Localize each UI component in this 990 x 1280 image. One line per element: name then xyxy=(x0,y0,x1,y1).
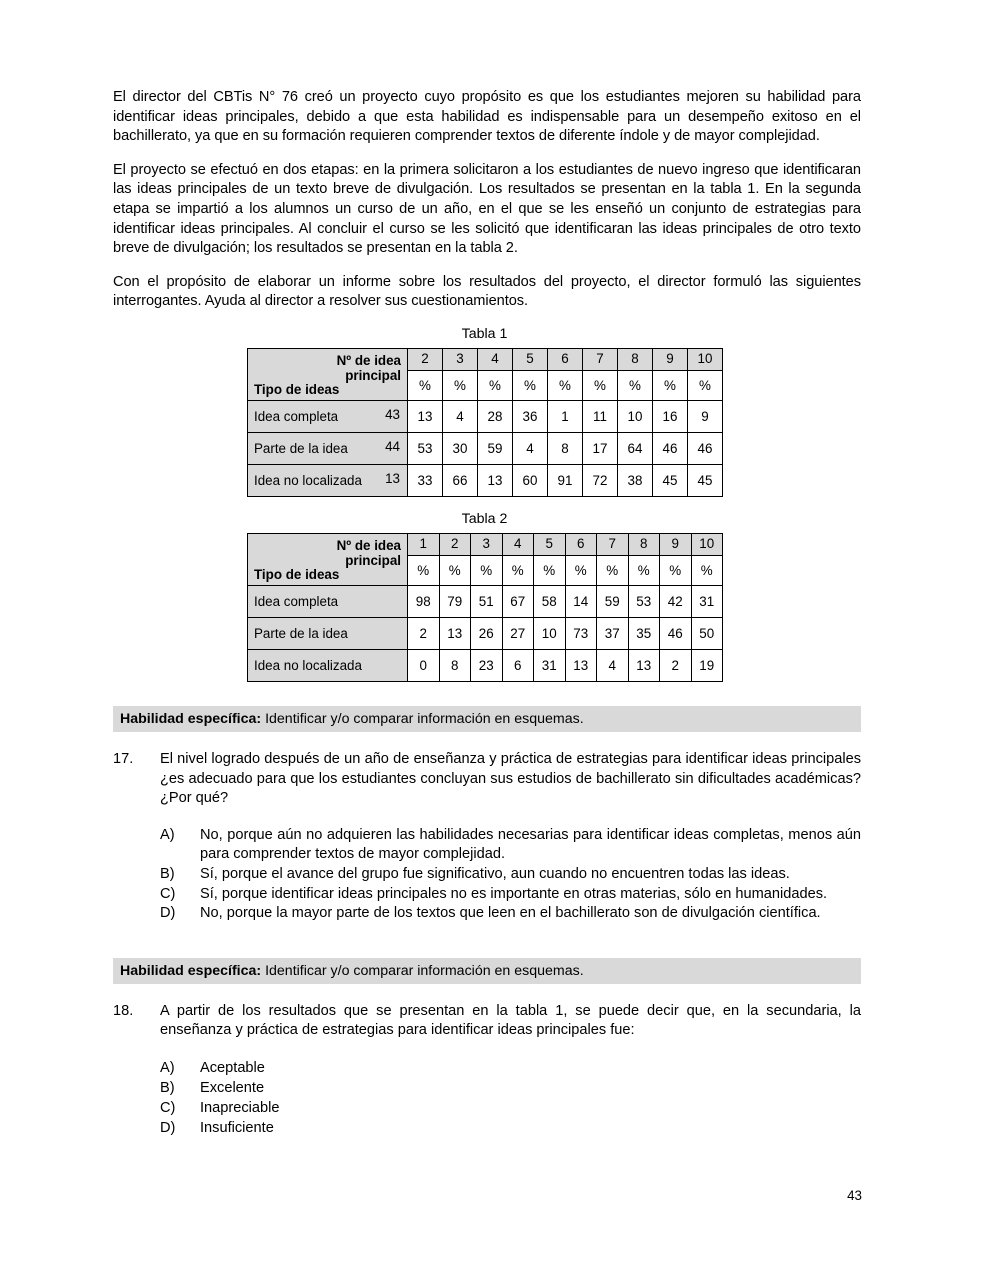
tabla-1-caption: Tabla 1 xyxy=(461,325,508,342)
tabla-2-col-head-7: 7 xyxy=(597,533,629,555)
tabla-2-col-head-3: 3 xyxy=(471,533,503,555)
table-row xyxy=(248,585,723,617)
row-label-text: Idea completa xyxy=(254,408,339,424)
tabla-1-r1-c10: 9 xyxy=(688,400,723,432)
option-18-a[interactable] xyxy=(160,1058,861,1078)
option-letter: B) xyxy=(160,1079,175,1096)
row-label-text: Parte de la idea xyxy=(254,440,348,456)
habilidad-label-2: Habilidad específica: xyxy=(120,962,262,979)
tabla-2-r2-c8: 35 xyxy=(628,617,660,649)
tabla-1-r2-c3: 30 xyxy=(443,432,478,464)
tabla-2-header-row-numbers xyxy=(248,533,723,555)
table-row xyxy=(248,400,723,432)
tabla-2-unit-9: % xyxy=(660,555,692,585)
tabla-1-r2-c5: 4 xyxy=(513,432,548,464)
tabla-2-r3-c10: 19 xyxy=(691,649,723,681)
tabla-2-col-head-4: 4 xyxy=(502,533,534,555)
tabla-1-r3-c2: 33 xyxy=(408,464,443,496)
tabla-1-r1-c2: 13 xyxy=(408,400,443,432)
tabla-2-unit-4: % xyxy=(502,555,534,585)
tabla-1-unit-9: % xyxy=(653,370,688,400)
tabla-2-caption: Tabla 2 xyxy=(461,510,508,527)
tabla-2-unit-7: % xyxy=(597,555,629,585)
option-17-b[interactable] xyxy=(160,865,861,885)
tabla-2-unit-10: % xyxy=(691,555,723,585)
tabla-2-r1-c10: 31 xyxy=(691,585,723,617)
intro-paragraph-2: El proyecto se efectuó en dos etapas: en la primera solicitaron a los estudiantes de nuevo ingreso que identificaran las ideas principales de un texto breve de divulgación. Los resultados se presentan en la tabla 1. En la segunda etapa se impartió a los alumnos un curso de un año, en el que se les enseñó un conjunto de estrategias para identificar ideas principales. Al concluir el curso se les solicitó que identificaran las ideas principales de otro texto breve de divulgación; los resultados se presentan en la tabla 2. xyxy=(113,161,861,257)
page-content xyxy=(113,88,861,1138)
tabla-1-col-head-7: 7 xyxy=(583,348,618,370)
tabla-1-r3-c3: 66 xyxy=(443,464,478,496)
habilidad-especifica-banner-2 xyxy=(113,958,861,984)
tabla-1-corner-cell xyxy=(248,348,408,400)
tabla-1-row-label-2 xyxy=(248,432,408,464)
tabla-2-col-head-10: 10 xyxy=(691,533,723,555)
question-18-text: A partir de los resultados que se presentan en la tabla 1, se puede decir que, en la secundaria, la enseñanza y práctica de estrategias para identificar ideas principales fue: xyxy=(160,1002,861,1039)
tabla-1-head xyxy=(248,348,723,400)
tabla-2-r2-c5: 10 xyxy=(534,617,566,649)
tabla-2-unit-6: % xyxy=(565,555,597,585)
tabla-2 xyxy=(247,533,723,682)
tabla-1-r2-c6: 8 xyxy=(548,432,583,464)
tabla-2-r3-c4: 6 xyxy=(502,649,534,681)
tabla-1-unit-10: % xyxy=(688,370,723,400)
tabla-1-col-head-2: 2 xyxy=(408,348,443,370)
question-18-options xyxy=(160,1058,861,1138)
option-18-d[interactable] xyxy=(160,1118,861,1138)
option-17-c[interactable] xyxy=(160,885,861,905)
option-text: No, porque aún no adquieren las habilidades necesarias para identificar ideas completas, menos aún para comprender textos de mayor complejidad. xyxy=(200,826,861,863)
tabla-1-r3-c1: 13 xyxy=(385,470,400,486)
tabla-2-r1-c5: 58 xyxy=(534,585,566,617)
table-row xyxy=(248,432,723,464)
question-17-options xyxy=(160,826,861,924)
option-17-d[interactable] xyxy=(160,904,861,924)
habilidad-especifica-banner-1 xyxy=(113,706,861,732)
tabla-1-block xyxy=(113,325,861,497)
tabla-1-header-row-numbers xyxy=(248,348,723,370)
option-text: Aceptable xyxy=(200,1059,265,1076)
tabla-1-unit-5: % xyxy=(513,370,548,400)
tabla-2-r3-c3: 23 xyxy=(471,649,503,681)
tabla-1-r3-c9: 45 xyxy=(653,464,688,496)
tabla-1-r1-c8: 10 xyxy=(618,400,653,432)
option-text: Insuficiente xyxy=(200,1119,274,1136)
tabla-1-col-head-5: 5 xyxy=(513,348,548,370)
tabla-2-r3-c7: 4 xyxy=(597,649,629,681)
tabla-2-r3-c6: 13 xyxy=(565,649,597,681)
corner-line-2: principal xyxy=(345,552,401,568)
tabla-2-r3-c9: 2 xyxy=(660,649,692,681)
tabla-2-corner-cell xyxy=(248,533,408,585)
tabla-2-r3-c5: 31 xyxy=(534,649,566,681)
option-17-a[interactable] xyxy=(160,826,861,865)
tabla-2-col-head-6: 6 xyxy=(565,533,597,555)
tabla-1-col-head-6: 6 xyxy=(548,348,583,370)
tabla-2-r1-c7: 59 xyxy=(597,585,629,617)
tabla-1-col-head-8: 8 xyxy=(618,348,653,370)
tabla-2-col-head-2: 2 xyxy=(439,533,471,555)
tabla-1-r2-c4: 59 xyxy=(478,432,513,464)
tabla-2-col-head-9: 9 xyxy=(660,533,692,555)
option-text: Excelente xyxy=(200,1079,265,1096)
tabla-2-col-head-8: 8 xyxy=(628,533,660,555)
tabla-1-unit-2: % xyxy=(408,370,443,400)
tabla-1 xyxy=(247,348,723,497)
tabla-1-col-head-10: 10 xyxy=(688,348,723,370)
option-letter: D) xyxy=(160,1119,176,1136)
corner-line-1: Nº de idea xyxy=(336,537,401,553)
tabla-2-r2-c6: 73 xyxy=(565,617,597,649)
tabla-2-r1-c6: 14 xyxy=(565,585,597,617)
tabla-1-r3-c5: 60 xyxy=(513,464,548,496)
tabla-1-r1-c6: 1 xyxy=(548,400,583,432)
tabla-2-col-head-5: 5 xyxy=(534,533,566,555)
tabla-1-unit-6: % xyxy=(548,370,583,400)
option-letter: C) xyxy=(160,1099,176,1116)
tabla-1-unit-4: % xyxy=(478,370,513,400)
tabla-1-r3-c7: 72 xyxy=(583,464,618,496)
tabla-2-block xyxy=(113,510,861,682)
tabla-2-r1-c1: 98 xyxy=(408,585,440,617)
tabla-1-unit-3: % xyxy=(443,370,478,400)
table-row xyxy=(248,649,723,681)
tabla-1-r2-c2: 53 xyxy=(408,432,443,464)
option-text: No, porque la mayor parte de los textos que leen en el bachillerato son de divulgación científica. xyxy=(200,905,821,922)
tabla-1-r3-c6: 91 xyxy=(548,464,583,496)
option-18-b[interactable] xyxy=(160,1078,861,1098)
tabla-1-r3-c4: 13 xyxy=(478,464,513,496)
tabla-2-row-label-2: Parte de la idea xyxy=(248,617,408,649)
tabla-1-col-head-4: 4 xyxy=(478,348,513,370)
table-row xyxy=(248,464,723,496)
tabla-2-r2-c3: 26 xyxy=(471,617,503,649)
tabla-1-r1-c9: 16 xyxy=(653,400,688,432)
tabla-2-head xyxy=(248,533,723,585)
question-17 xyxy=(113,750,861,809)
option-letter: C) xyxy=(160,885,176,902)
tabla-2-r1-c9: 42 xyxy=(660,585,692,617)
tabla-1-col-head-3: 3 xyxy=(443,348,478,370)
tabla-2-r2-c10: 50 xyxy=(691,617,723,649)
tabla-2-r1-c8: 53 xyxy=(628,585,660,617)
tabla-1-r1-c4: 28 xyxy=(478,400,513,432)
tabla-1-r2-c1: 44 xyxy=(385,438,400,454)
tabla-2-unit-3: % xyxy=(471,555,503,585)
tabla-2-col-head-1: 1 xyxy=(408,533,440,555)
tabla-2-r2-c2: 13 xyxy=(439,617,471,649)
tabla-2-r1-c4: 67 xyxy=(502,585,534,617)
table-row xyxy=(248,617,723,649)
habilidad-text-2: Identificar y/o comparar información en esquemas. xyxy=(261,962,584,979)
tabla-1-row-label-1 xyxy=(248,400,408,432)
tabla-1-r2-c8: 64 xyxy=(618,432,653,464)
option-text: Sí, porque el avance del grupo fue significativo, aun cuando no encuentren todas las ideas. xyxy=(200,865,790,882)
tabla-1-r3-c10: 45 xyxy=(688,464,723,496)
tabla-2-r2-c9: 46 xyxy=(660,617,692,649)
tabla-2-r3-c1: 0 xyxy=(408,649,440,681)
corner-line-3: Tipo de ideas xyxy=(254,566,340,582)
corner-line-3: Tipo de ideas xyxy=(254,381,340,397)
option-letter: B) xyxy=(160,865,175,882)
corner-line-2: principal xyxy=(345,367,401,383)
option-letter: A) xyxy=(160,826,175,843)
tabla-1-r2-c7: 17 xyxy=(583,432,618,464)
question-17-text: El nivel logrado después de un año de enseñanza y práctica de estrategias para identificar ideas principales ¿es adecuado para que los estudiantes concluyan sus estudios de bachillerato sin dificultades académicas? ¿Por qué? xyxy=(160,750,861,807)
question-17-number: 17. xyxy=(113,750,134,767)
tabla-1-r1-c7: 11 xyxy=(583,400,618,432)
tabla-2-r3-c2: 8 xyxy=(439,649,471,681)
tabla-1-r2-c9: 46 xyxy=(653,432,688,464)
option-letter: D) xyxy=(160,905,176,922)
page-number: 43 xyxy=(847,1188,862,1203)
tabla-2-row-label-1: Idea completa xyxy=(248,585,408,617)
tabla-2-r2-c1: 2 xyxy=(408,617,440,649)
tabla-1-r1-c1: 43 xyxy=(385,406,400,422)
tabla-2-r2-c7: 37 xyxy=(597,617,629,649)
question-18 xyxy=(113,1002,861,1041)
tabla-2-unit-5: % xyxy=(534,555,566,585)
row-label-text: Idea no localizada xyxy=(254,472,362,488)
intro-paragraph-1: El director del CBTis N° 76 creó un proyecto cuyo propósito es que los estudiantes mejoren su habilidad para identificar ideas principales, debido a que esta habilidad es indispensable para un desempeño exitoso en el bachillerato, ya que en su formación requieren comprender textos de diferente índole y de mayor complejidad. xyxy=(113,89,861,145)
habilidad-label-1: Habilidad específica: xyxy=(120,710,262,727)
tabla-2-r2-c4: 27 xyxy=(502,617,534,649)
tabla-1-unit-7: % xyxy=(583,370,618,400)
option-18-c[interactable] xyxy=(160,1098,861,1118)
tabla-2-unit-8: % xyxy=(628,555,660,585)
tabla-2-unit-2: % xyxy=(439,555,471,585)
tabla-1-r2-c10: 46 xyxy=(688,432,723,464)
corner-line-1: Nº de idea xyxy=(336,352,401,368)
question-18-number: 18. xyxy=(113,1002,134,1019)
tabla-1-unit-8: % xyxy=(618,370,653,400)
habilidad-text-1: Identificar y/o comparar información en esquemas. xyxy=(261,710,584,727)
tabla-1-r3-c8: 38 xyxy=(618,464,653,496)
tabla-2-r1-c3: 51 xyxy=(471,585,503,617)
option-text: Sí, porque identificar ideas principales no es importante en otras materias, sólo en humanidades. xyxy=(200,885,828,902)
option-letter: A) xyxy=(160,1059,175,1076)
tabla-2-unit-1: % xyxy=(408,555,440,585)
intro-paragraph-3: Con el propósito de elaborar un informe sobre los resultados del proyecto, el director formuló las siguientes interrogantes. Ayuda al director a resolver sus cuestionamientos. xyxy=(113,273,861,310)
tabla-2-r1-c2: 79 xyxy=(439,585,471,617)
tabla-2-r3-c8: 13 xyxy=(628,649,660,681)
option-text: Inapreciable xyxy=(200,1099,280,1116)
tabla-1-row-label-3 xyxy=(248,464,408,496)
tabla-1-r1-c3: 4 xyxy=(443,400,478,432)
tabla-1-r1-c5: 36 xyxy=(513,400,548,432)
tabla-1-col-head-9: 9 xyxy=(653,348,688,370)
tabla-2-row-label-3: Idea no localizada xyxy=(248,649,408,681)
tabla-1-body xyxy=(248,400,723,496)
tabla-2-body xyxy=(248,585,723,681)
